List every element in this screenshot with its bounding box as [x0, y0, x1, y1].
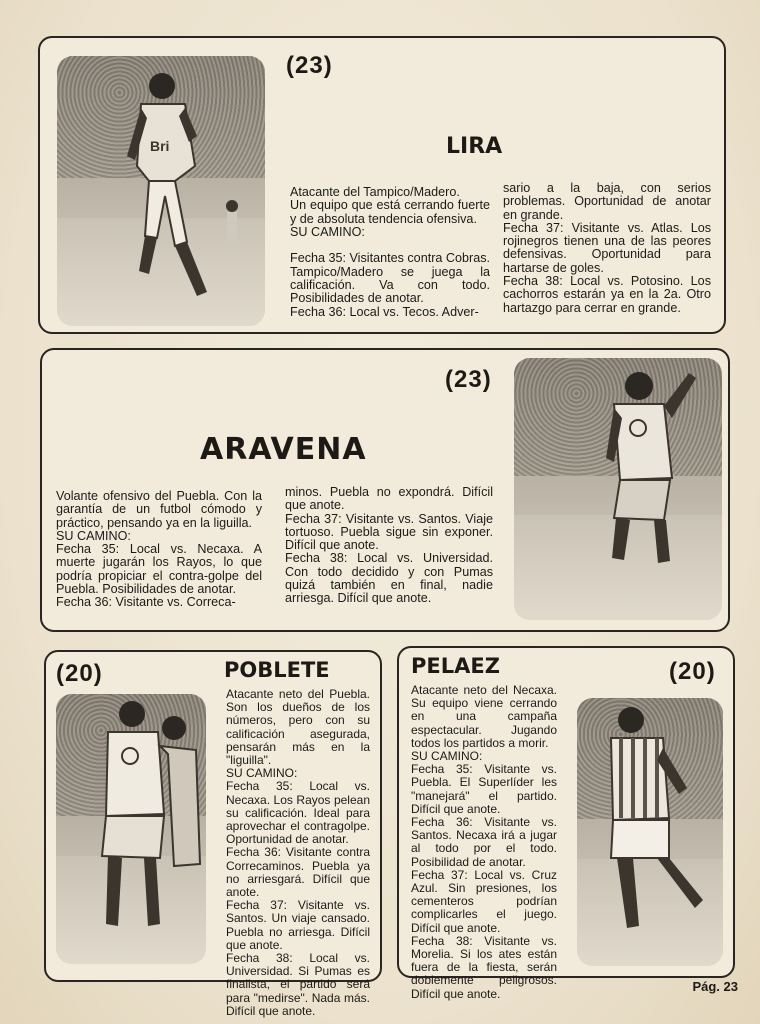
lira-text-col2: sario a la baja, con serios problemas. Oportunidad de anotar en grande. Fecha 37: Visitante vs. Atlas. Los rojinegros tienen una de las peores defensivas. Oportunidad para hartarse de goles. Fecha 38: Local vs. Potosino. Los cachorros estarán ya en la 2a. Otro hartazgo para cerrar en grande. [503, 181, 711, 315]
aravena-box [40, 348, 730, 632]
lira-box [38, 36, 726, 334]
lira-text-col1: Atacante del Tampico/Madero. Un equipo que está cerrando fuerte y de absoluta tendencia ofensiva. SU CAMINO: Fecha 35: Visitantes contra Cobras. Tampico/Madero se juega la calificación. Va con todo. Posibilidades de anotar. Fecha 36: Local vs. Tecos. Adver- [290, 185, 490, 319]
aravena-name: ARAVENA [200, 432, 367, 467]
lira-photo [57, 56, 265, 326]
player-photo-icon [577, 698, 723, 966]
lira-name: LIRA [446, 134, 503, 159]
poblete-name: POBLETE [224, 658, 330, 682]
page-number: Pág. 23 [692, 979, 738, 994]
pelaez-text: Atacante neto del Necaxa. Su equipo viene cerrando en una campaña espectacular. Jugando todos los partidos a morir. SU CAMINO: Fecha 35: Visitante vs. Puebla. El Superlíder les "manejará" el partido. Difícil que anote. Fecha 36: Visitante vs. Santos. Necaxa irá a jugar al todo por el todo. Posibilidad de anotar. Fecha 37: Local vs. Cruz Azul. Sin presiones, los cementeros podrían complicarles el juego. Difícil que anote. Fecha 38: Visitante vs. Morelia. Si los ates están fuera de la fiesta, serán doblemente peligrosos. Difícil que anote. [411, 683, 557, 1001]
pelaez-number: (20) [669, 658, 716, 685]
poblete-photo [56, 694, 206, 964]
svg-text:Bri: Bri [150, 138, 170, 154]
aravena-number: (23) [445, 366, 492, 393]
player-photo-icon [56, 694, 206, 964]
pelaez-photo [577, 698, 723, 966]
poblete-number: (20) [56, 660, 103, 687]
aravena-photo [514, 358, 722, 620]
aravena-text-col2: minos. Puebla no expondrá. Difícil que anote. Fecha 37: Visitante vs. Santos. Viaje tortuoso. Puebla sigue sin exponer. Difícil que anote. Fecha 38: Local vs. Universidad. Con todo decidido y con Pumas quizá también en final, nadie arriesga. Difícil que anote. [285, 485, 493, 606]
aravena-text-col1: Volante ofensivo del Puebla. Con la garantía de un futbol cómodo y práctico, pensando ya en la liguilla. SU CAMINO: Fecha 35: Local vs. Necaxa. A muerte jugarán los Rayos, lo que podría propiciar el contra-golpe del Puebla. Posibilidades de anotar. Fecha 36: Visitante vs. Correca- [56, 489, 262, 610]
pelaez-name: PELAEZ [411, 654, 500, 678]
player-photo-icon [57, 56, 265, 326]
poblete-box [44, 650, 382, 1018]
lira-number: (23) [286, 52, 333, 79]
poblete-text: Atacante neto del Puebla. Son los dueños de los números, pero con su calificación asegurada, pensarán más en la "liguilla". SU CAMINO: Fecha 35: Local vs. Necaxa. Los Rayos pelean su calificación. Ideal para aprovechar el contragolpe. Oportunidad de anotar. Fecha 36: Visitante contra Correcaminos. Puebla ya no arriesgará. Difícil que anote. Fecha 37: Visitante vs. Santos. Un viaje cansado. Puebla no arriesga. Difícil que anote. Fecha 38: Local vs. Universidad. Si Pumas es finalista, el partido será para "medirse". Nada más. Difícil que anote. [226, 687, 370, 1018]
player-photo-icon [514, 358, 722, 620]
